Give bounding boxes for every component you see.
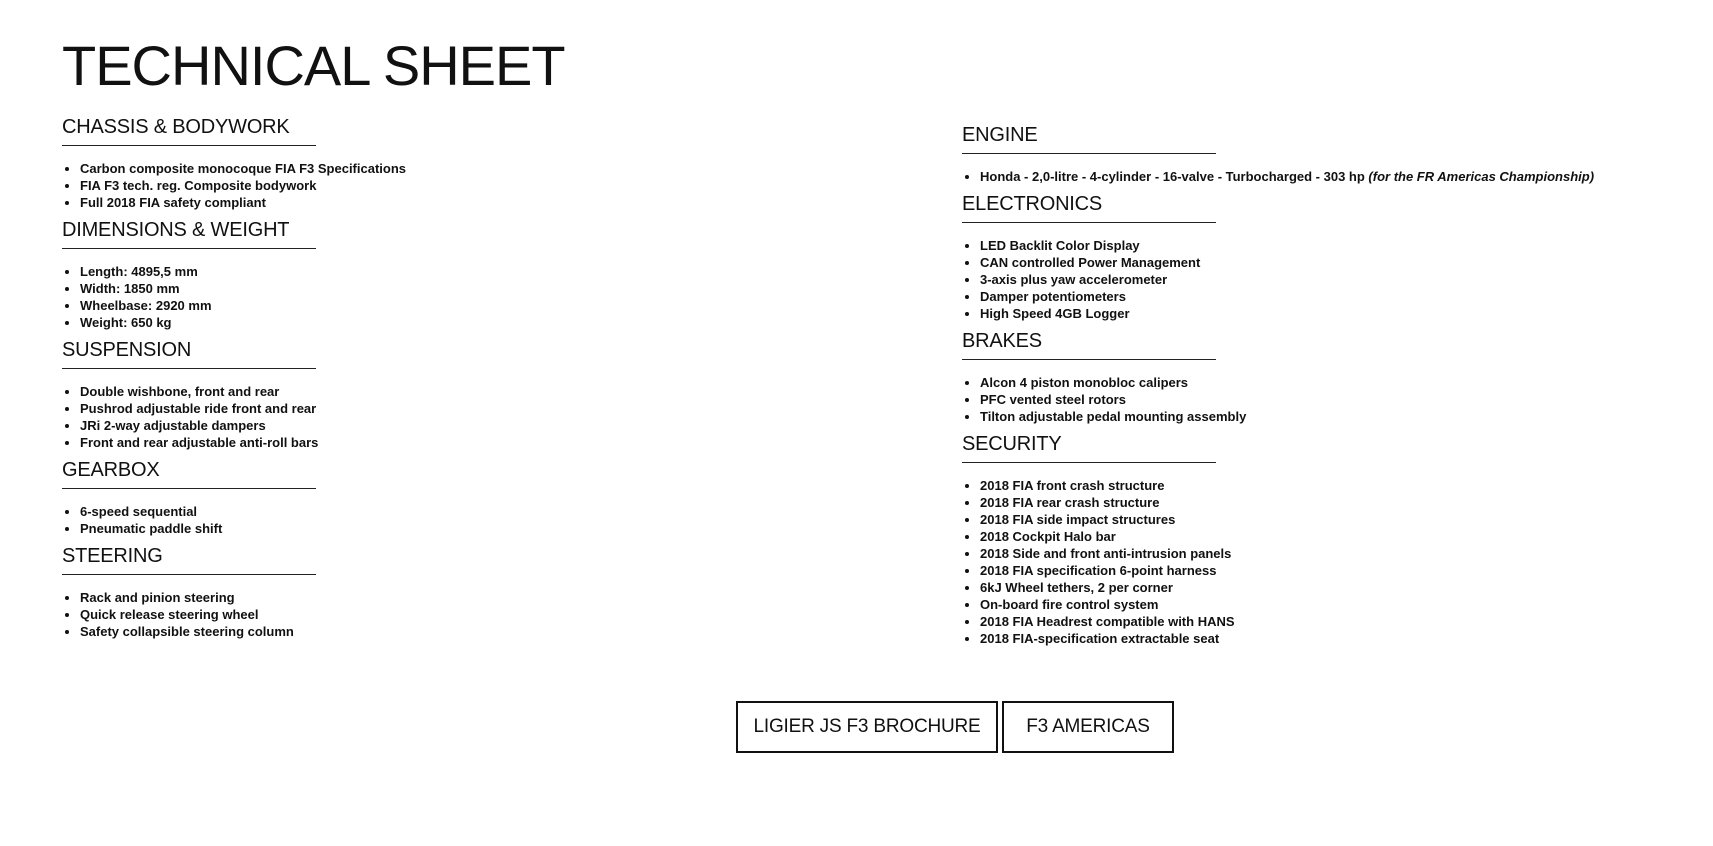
section-engine xyxy=(962,122,1594,185)
section-divider xyxy=(62,488,316,489)
spec-list xyxy=(962,374,1594,425)
section-title: ELECTRONICS xyxy=(962,193,1103,215)
list-item: • Rack and pinion steering xyxy=(80,589,406,606)
list-item: • High Speed 4GB Logger xyxy=(980,305,1594,322)
list-item: • 2018 FIA Headrest compatible with HANS xyxy=(980,613,1594,630)
download-buttons xyxy=(736,701,1174,753)
list-item: • Pushrod adjustable ride front and rear xyxy=(80,400,406,417)
section-security xyxy=(962,431,1594,647)
list-item: • LED Backlit Color Display xyxy=(980,237,1594,254)
right-spec-column xyxy=(962,122,1594,653)
section-chassis-bodywork xyxy=(62,114,406,211)
list-item: • 2018 FIA rear crash structure xyxy=(980,494,1594,511)
list-item: • 2018 FIA-specification extractable seat xyxy=(980,630,1594,647)
list-item: • 2018 FIA specification 6-point harness xyxy=(980,562,1594,579)
section-divider xyxy=(962,462,1216,463)
spec-list xyxy=(62,503,406,537)
section-steering xyxy=(62,543,406,640)
list-item: • 2018 Side and front anti-intrusion panels xyxy=(980,545,1594,562)
section-title: SUSPENSION xyxy=(62,339,192,361)
section-title: CHASSIS & BODYWORK xyxy=(62,116,290,138)
list-item: • Front and rear adjustable anti-roll bars xyxy=(80,434,406,451)
list-item: • 6-speed sequential xyxy=(80,503,406,520)
section-suspension xyxy=(62,337,406,451)
page-title: TECHNICAL SHEET xyxy=(62,34,565,97)
list-item: • Carbon composite monocoque FIA F3 Specifications xyxy=(80,160,406,177)
section-divider xyxy=(962,222,1216,223)
spec-list xyxy=(962,168,1594,185)
section-title: SECURITY xyxy=(962,433,1062,455)
section-divider xyxy=(62,248,316,249)
list-item: • Full 2018 FIA safety compliant xyxy=(80,194,406,211)
section-title: BRAKES xyxy=(962,330,1042,352)
list-item: • Alcon 4 piston monobloc calipers xyxy=(980,374,1594,391)
list-item: • Quick release steering wheel xyxy=(80,606,406,623)
list-item: • Damper potentiometers xyxy=(980,288,1594,305)
section-electronics xyxy=(962,191,1594,322)
spec-list xyxy=(62,383,406,451)
spec-list xyxy=(962,477,1594,647)
list-item: • Wheelbase: 2920 mm xyxy=(80,297,406,314)
list-item: • JRi 2-way adjustable dampers xyxy=(80,417,406,434)
section-brakes xyxy=(962,328,1594,425)
section-divider xyxy=(962,153,1216,154)
section-title: GEARBOX xyxy=(62,459,160,481)
spec-list xyxy=(62,263,406,331)
spec-list xyxy=(62,589,406,640)
section-divider xyxy=(62,368,316,369)
list-item: • Pneumatic paddle shift xyxy=(80,520,406,537)
section-title: DIMENSIONS & WEIGHT xyxy=(62,219,290,241)
list-item: • PFC vented steel rotors xyxy=(980,391,1594,408)
spec-list xyxy=(962,237,1594,322)
list-item: • FIA F3 tech. reg. Composite bodywork xyxy=(80,177,406,194)
left-spec-column xyxy=(62,114,406,646)
section-title: STEERING xyxy=(62,545,163,567)
engine-spec-text: Honda - 2,0-litre - 4-cylinder - 16-valve - Turbocharged - 303 hp xyxy=(980,169,1369,184)
list-item xyxy=(980,168,1594,185)
f3-americas-button[interactable]: F3 AMERICAS xyxy=(1002,701,1174,753)
list-item: • On-board fire control system xyxy=(980,596,1594,613)
section-gearbox xyxy=(62,457,406,537)
list-item: • 2018 FIA front crash structure xyxy=(980,477,1594,494)
list-item: • Width: 1850 mm xyxy=(80,280,406,297)
section-dimensions-weight xyxy=(62,217,406,331)
section-divider xyxy=(62,145,316,146)
list-item: • 3-axis plus yaw accelerometer xyxy=(980,271,1594,288)
spec-list xyxy=(62,160,406,211)
brochure-button[interactable]: LIGIER JS F3 BROCHURE xyxy=(736,701,998,753)
section-divider xyxy=(62,574,316,575)
list-item: • Double wishbone, front and rear xyxy=(80,383,406,400)
list-item: • 6kJ Wheel tethers, 2 per corner xyxy=(980,579,1594,596)
section-title: ENGINE xyxy=(962,124,1038,146)
list-item: • Tilton adjustable pedal mounting assembly xyxy=(980,408,1594,425)
section-divider xyxy=(962,359,1216,360)
list-item: • Length: 4895,5 mm xyxy=(80,263,406,280)
list-item: • CAN controlled Power Management xyxy=(980,254,1594,271)
list-item: • Weight: 650 kg xyxy=(80,314,406,331)
engine-spec-note: (for the FR Americas Championship) xyxy=(1368,169,1595,184)
list-item: • Safety collapsible steering column xyxy=(80,623,406,640)
list-item: • 2018 Cockpit Halo bar xyxy=(980,528,1594,545)
list-item: • 2018 FIA side impact structures xyxy=(980,511,1594,528)
